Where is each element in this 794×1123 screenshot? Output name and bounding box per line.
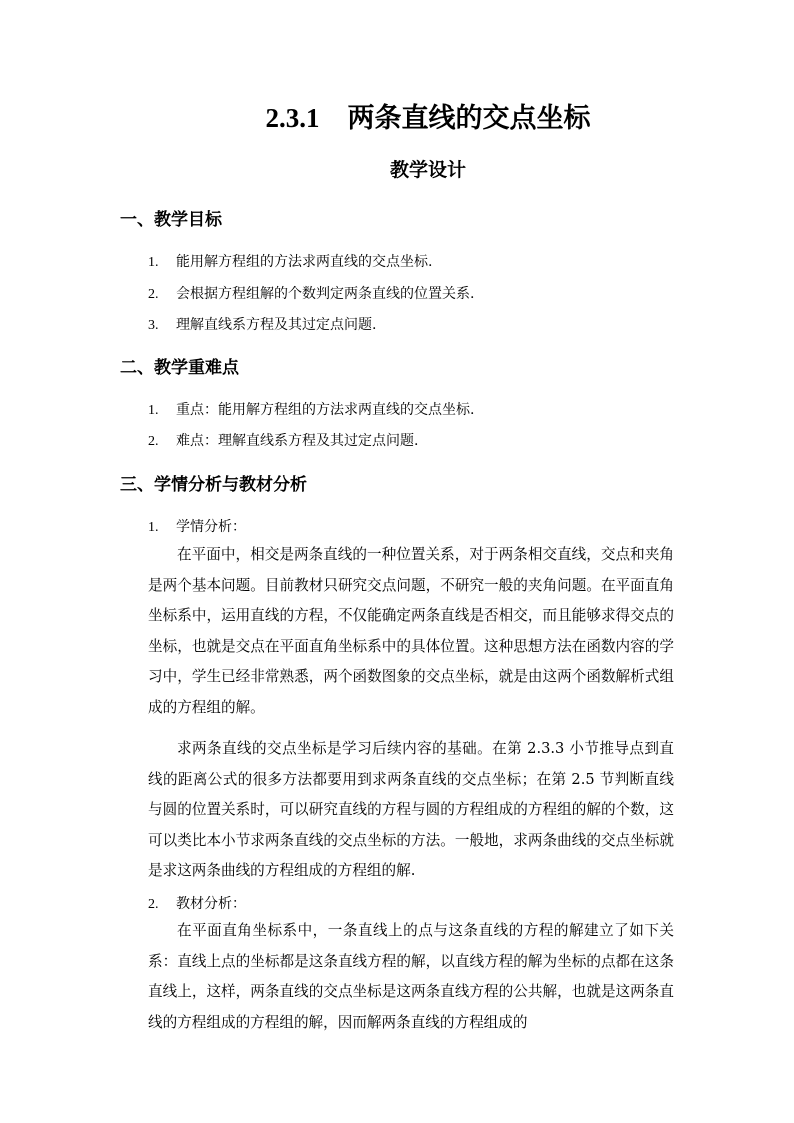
list-item (148, 430, 418, 450)
list-item (148, 516, 246, 536)
list-item (148, 283, 474, 303)
list-item-text: 难点：理解直线系方程及其过定点问题. (176, 433, 419, 449)
list-item-number: 3. (148, 318, 159, 333)
paragraph-content-foundation: 求两条直线的交点坐标是学习后续内容的基础。在第 2.3.3 小节推导点到直线的距离公式的很多方法都要用到求两条直线的交点坐标；在第 2.5 节判断直线与圆的位置关系时，可以研究直线的方程与圆的方程组成的方程组的解的个数，这可以类比本小节求两条直线的交点坐标的方法。一般地，求两条曲线的交点坐标就是求这两条曲线的方程组成的方程组的解. (148, 740, 674, 879)
list-item-text: 理解直线系方程及其过定点问题. (176, 317, 377, 333)
title-text: 两条直线的交点坐标 (347, 103, 591, 134)
list-item (148, 314, 376, 334)
list-item-number: 2. (148, 434, 159, 449)
list-item (148, 251, 432, 271)
paragraph-student-analysis: 在平面中，相交是两条直线的一种位置关系，对于两条相交直线，交点和夹角是两个基本问题。目前教材只研究交点问题，不研究一般的夹角问题。在平面直角坐标系中，运用直线的方程，不仅能确定两条直线是否相交，而且能够求得交点的坐标，也就是交点在平面直角坐标系中的具体位置。这种思想方法在函数内容的学习中，学生已经非常熟悉，两个函数图象的交点坐标，就是由这两个函数解析式组成的方程组的解。 (148, 546, 674, 716)
document-subtitle: 教学设计 (389, 159, 466, 181)
document-title (0, 96, 794, 135)
list-item-text: 会根据方程组解的个数判定两条直线的位置关系. (176, 286, 475, 302)
list-item-text: 重点：能用解方程组的方法求两直线的交点坐标. (176, 402, 475, 418)
section-heading-analysis: 三、学情分析与教材分析 (120, 475, 307, 495)
list-item-number: 1. (148, 255, 159, 270)
paragraph-textbook-analysis: 在平面直角坐标系中，一条直线上的点与这条直线的方程的解建立了如下关系：直线上点的坐标都是这条直线方程的解，以直线方程的解为坐标的点都在这条直线上，这样，两条直线的交点坐标是这两条直线方程的公共解，也就是这两条直线的方程组成的方程组的解，因而解两条直线的方程组成的 (148, 922, 674, 1031)
list-item-text: 教材分析： (176, 896, 246, 912)
list-item-text: 学情分析： (176, 519, 246, 535)
section-heading-key-points: 二、教学重难点 (120, 358, 239, 378)
list-item-number: 2. (148, 287, 159, 302)
list-item (148, 893, 246, 913)
list-item-number: 1. (148, 403, 159, 418)
list-item-text: 能用解方程组的方法求两直线的交点坐标. (176, 254, 433, 270)
list-item-number: 1. (148, 520, 159, 535)
title-section-number: 2.3.1 (265, 103, 320, 133)
section-heading-teaching-goals: 一、教学目标 (120, 210, 222, 230)
list-item-number: 2. (148, 897, 159, 912)
list-item (148, 399, 474, 419)
